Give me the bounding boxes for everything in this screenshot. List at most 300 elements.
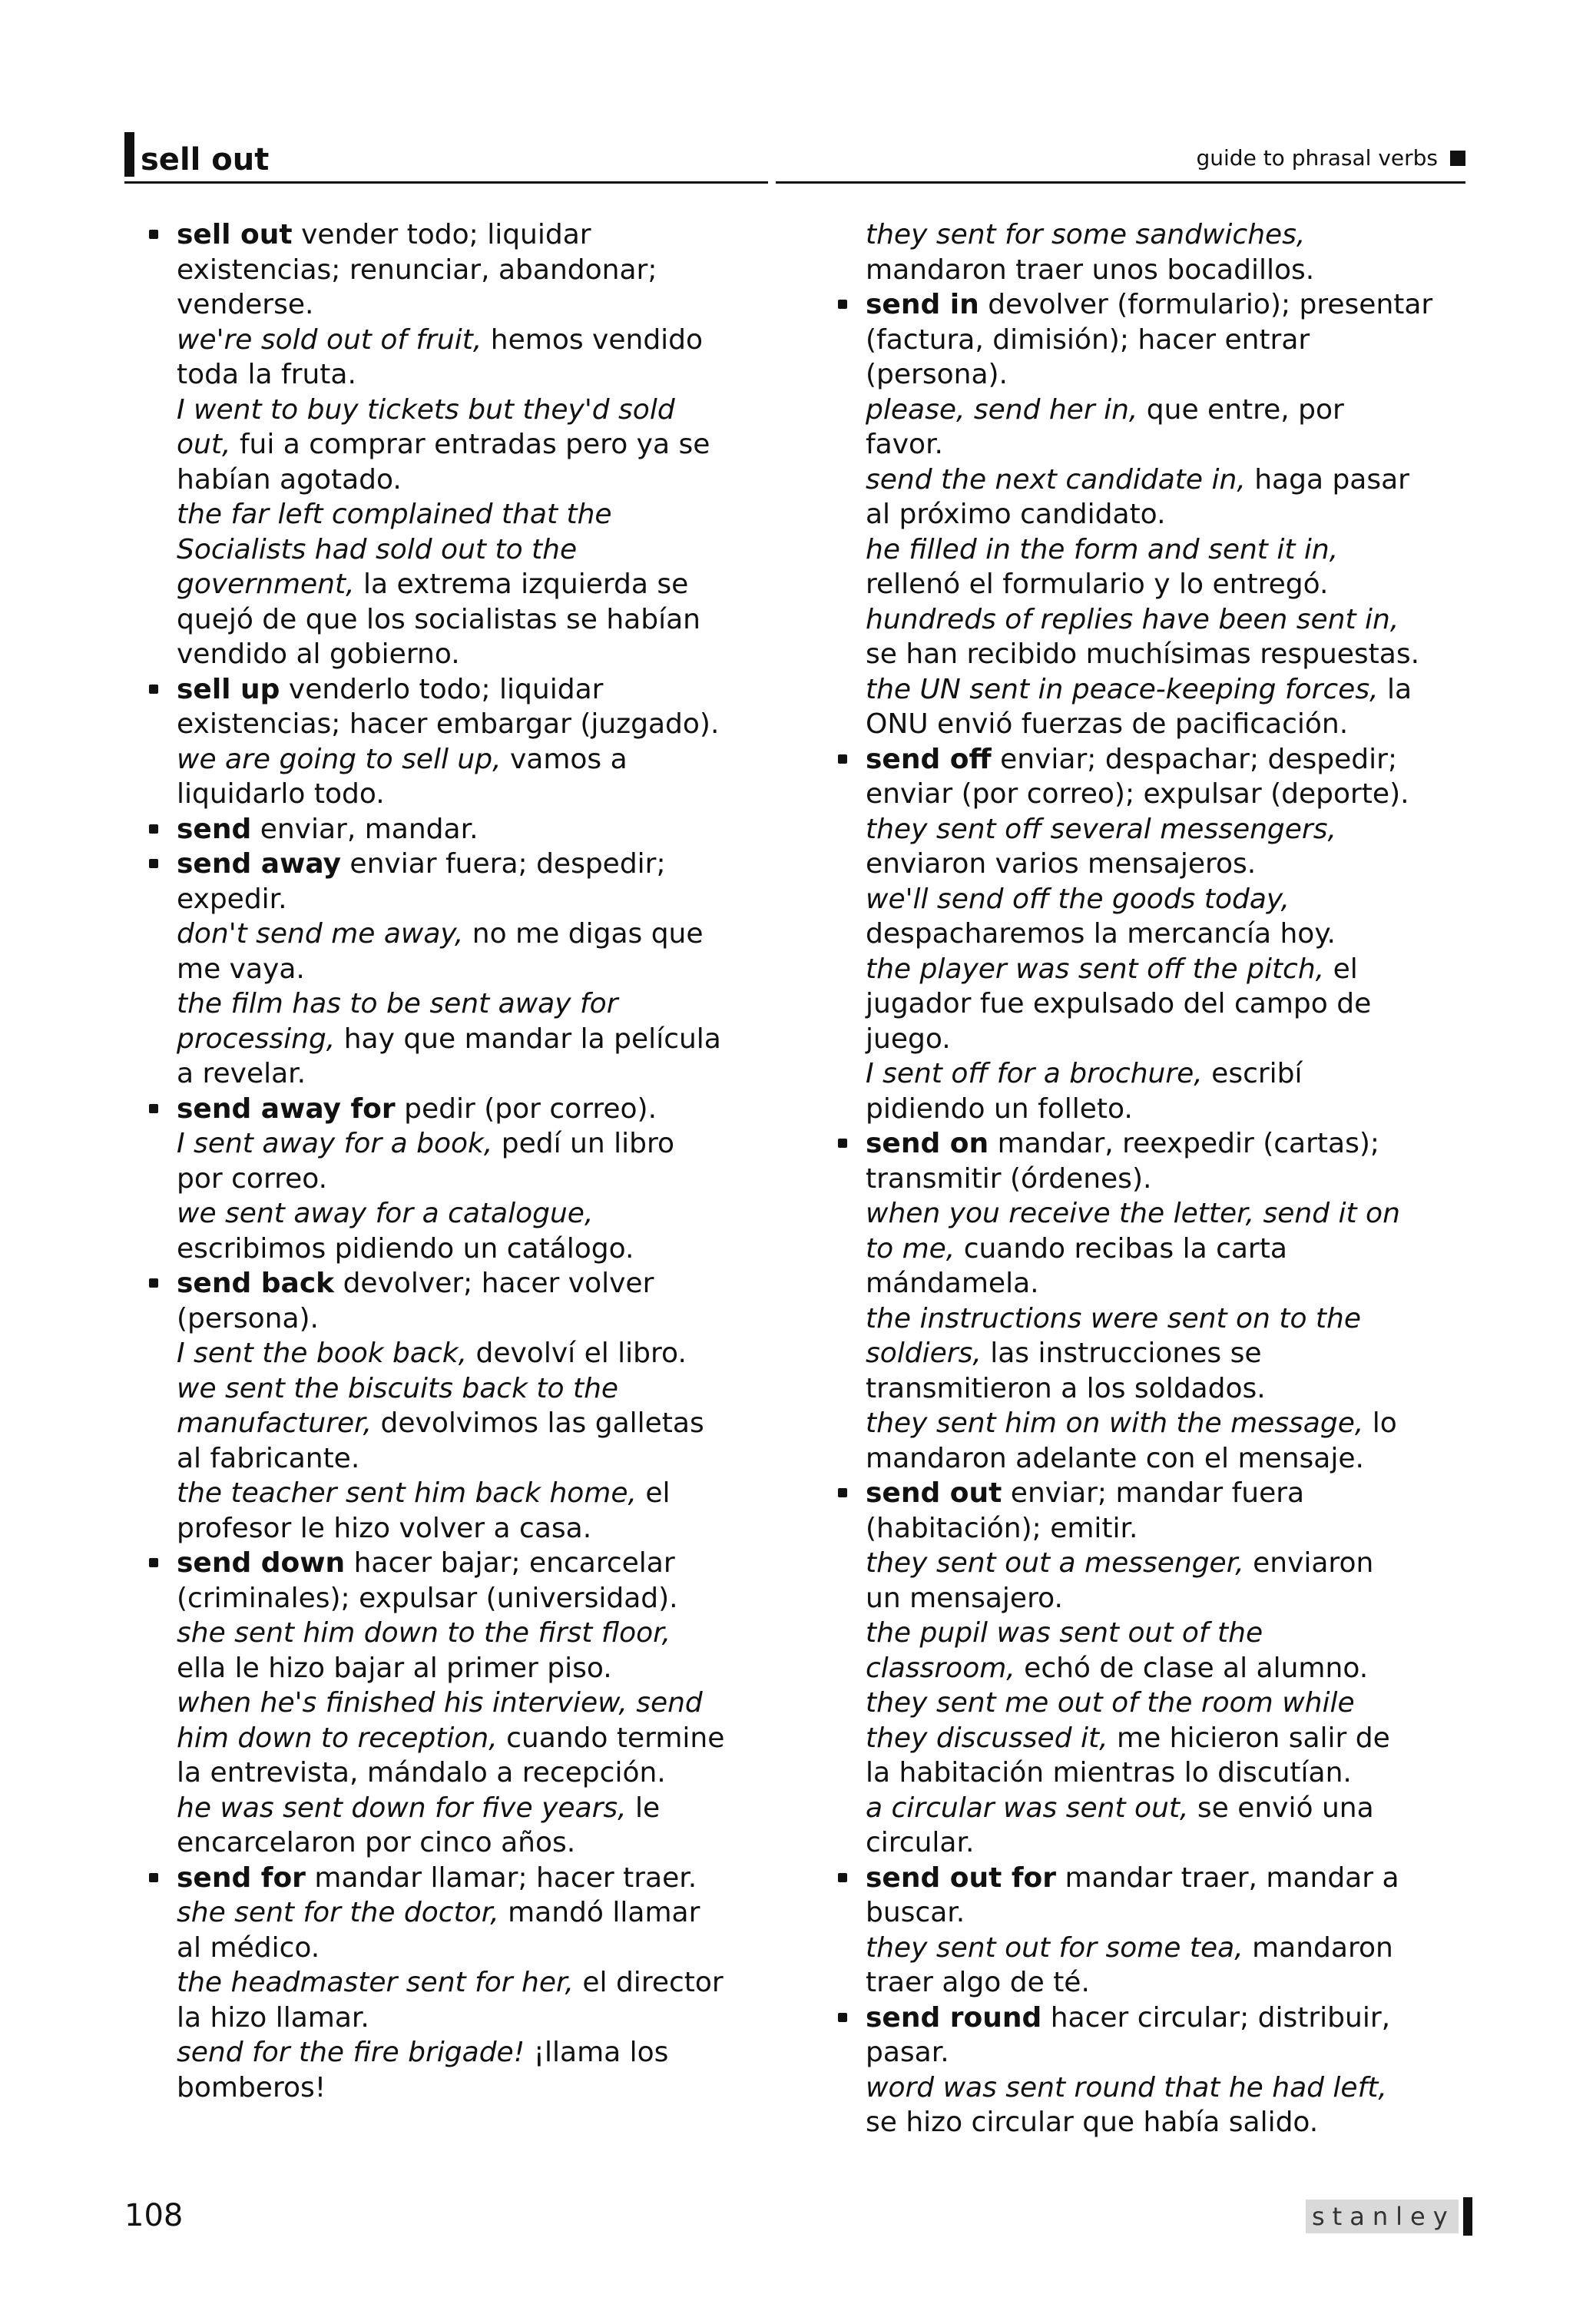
entry-line — [866, 1441, 1480, 1477]
entry-line — [866, 1232, 1480, 1267]
entry-text: despacharemos la mercancía hoy. — [866, 918, 1336, 950]
entry-line — [866, 812, 1480, 847]
example-translation: pedí un libro — [492, 1128, 675, 1159]
entry-text: mándamela. — [866, 1268, 1039, 1299]
entry-bullet — [149, 1873, 158, 1882]
example-translation: fui a comprar entradas pero ya se — [230, 429, 710, 460]
entry-text: a revelar. — [177, 1058, 306, 1089]
entry-line — [866, 1825, 1480, 1861]
example-sentence: they sent out for some tea, — [866, 1931, 1243, 1964]
entry-line — [866, 1755, 1480, 1791]
entry-text: la entrevista, mándalo a recepción. — [177, 1757, 666, 1789]
example-sentence: she sent him down to the first floor, — [177, 1617, 671, 1649]
entry-text: habían agotado. — [177, 463, 402, 496]
entry-headword: send out — [866, 1477, 1002, 1509]
entry-line — [177, 602, 791, 638]
entry-line — [866, 253, 1480, 288]
entry-text: me vaya. — [177, 953, 305, 985]
example-sentence: he was sent down for five years, — [177, 1792, 627, 1824]
entry-line — [177, 427, 791, 462]
entry-text: rellenó el formulario y lo entregó. — [866, 569, 1329, 600]
example-translation: el director — [573, 1967, 724, 1998]
entry-line — [177, 462, 791, 498]
entry-text: transmitir (órdenes). — [866, 1162, 1152, 1195]
entry-line — [177, 1546, 791, 1581]
example-sentence: government, — [177, 569, 355, 600]
entry-line — [866, 847, 1480, 882]
entry-headword: send off — [866, 743, 992, 775]
entry-line — [177, 1861, 791, 1896]
entry-headword: send in — [866, 289, 979, 320]
example-translation: le — [626, 1792, 661, 1824]
entry-line — [866, 917, 1480, 952]
example-sentence: the pupil was sent out of the — [866, 1617, 1263, 1649]
entry-line — [177, 1196, 791, 1232]
entry-bullet — [838, 2013, 847, 2022]
entry-definition: enviar; despachar; despedir; — [991, 743, 1398, 775]
running-head-left — [124, 131, 269, 177]
entry-text: por correo. — [177, 1162, 328, 1195]
header-rule-left — [124, 181, 768, 184]
entry-line — [177, 1581, 791, 1616]
example-sentence: I went to buy tickets but they'd sold — [177, 393, 675, 426]
entry-text: se han recibido muchísimas respuestas. — [866, 638, 1420, 670]
entry-bullet — [149, 824, 158, 834]
entry-line — [866, 287, 1480, 323]
entry-text: al médico. — [177, 1931, 320, 1964]
example-translation: ¡llama los — [525, 2037, 669, 2068]
entry-line — [866, 1022, 1480, 1057]
entry-line — [177, 777, 791, 812]
entry-text: (persona). — [866, 359, 1008, 390]
example-sentence: they sent for some sandwiches, — [866, 219, 1306, 250]
dictionary-entry — [177, 847, 791, 1092]
entry-text: bomberos! — [177, 2071, 326, 2104]
example-sentence: they discussed it, — [866, 1722, 1108, 1754]
entry-line — [177, 1406, 791, 1441]
entry-line — [866, 707, 1480, 742]
entry-line — [177, 1721, 791, 1756]
example-translation: la extrema izquierda se — [354, 569, 689, 600]
publisher-brand — [1306, 2197, 1472, 2236]
entry-line — [177, 1162, 791, 1197]
entry-bullet — [149, 1558, 158, 1567]
entry-text: (factura, dimisión); hacer entrar — [866, 323, 1310, 356]
entry-headword: sell up — [177, 673, 280, 705]
entry-line — [866, 2001, 1480, 2036]
example-translation: haga pasar — [1245, 463, 1409, 496]
entry-line — [866, 1721, 1480, 1756]
example-sentence: we'll send off the goods today, — [866, 883, 1290, 915]
entry-line — [866, 1196, 1480, 1232]
entry-line — [177, 672, 791, 708]
entry-line — [177, 1232, 791, 1267]
entry-line — [866, 952, 1480, 987]
entry-line — [866, 1336, 1480, 1371]
entry-bullet — [149, 1104, 158, 1113]
entry-text: pidiendo un folleto. — [866, 1092, 1133, 1125]
running-head-section: guide to phrasal verbs — [1196, 145, 1438, 171]
example-sentence: they sent out a messenger, — [866, 1547, 1244, 1579]
example-sentence: hundreds of replies have been sent in, — [866, 603, 1399, 635]
page-number: 108 — [124, 2198, 184, 2233]
entry-line — [177, 1336, 791, 1371]
entry-bullet — [838, 1488, 847, 1497]
example-translation: vamos a — [501, 743, 628, 775]
entry-line — [177, 497, 791, 532]
entry-line — [866, 1371, 1480, 1407]
entry-line — [866, 393, 1480, 428]
example-translation: no me digas que — [463, 918, 704, 950]
example-translation: escribí — [1202, 1058, 1303, 1089]
entry-text: ella le hizo bajar al primer piso. — [177, 1652, 612, 1684]
dictionary-entry — [866, 287, 1480, 742]
entry-line — [177, 1895, 791, 1931]
dictionary-entry — [866, 1861, 1480, 2001]
entry-text: enviar (por correo); expulsar (deporte). — [866, 778, 1409, 810]
brand-bar-mark — [1463, 2197, 1472, 2236]
entry-definition: hacer bajar; encarcelar — [345, 1547, 675, 1579]
entry-line — [866, 1651, 1480, 1686]
entry-text: la habitación mientras lo discutían. — [866, 1757, 1352, 1789]
example-sentence: Socialists had sold out to the — [177, 533, 578, 565]
header-rule-right — [776, 181, 1465, 184]
entry-text: favor. — [866, 429, 944, 460]
entry-line — [866, 1476, 1480, 1511]
example-sentence: we sent the biscuits back to the — [177, 1372, 619, 1404]
entry-bullet — [838, 1139, 847, 1148]
dictionary-entry — [866, 742, 1480, 1127]
dictionary-entry — [177, 1092, 791, 1267]
entry-text: toda la fruta. — [177, 359, 356, 390]
example-sentence: don't send me away, — [177, 918, 464, 950]
entry-line — [866, 1266, 1480, 1301]
entry-text: quejó de que los socialistas se habían — [177, 603, 700, 635]
dictionary-entry — [866, 2001, 1480, 2140]
entry-text: mandaron traer unos bocadillos. — [866, 254, 1315, 286]
entry-line — [177, 1931, 791, 1966]
example-sentence: the teacher sent him back home, — [177, 1477, 637, 1509]
example-sentence: please, send her in, — [866, 393, 1138, 426]
entry-line — [866, 217, 1480, 253]
entry-line — [177, 1371, 791, 1407]
entry-line — [866, 1092, 1480, 1127]
dictionary-entry — [177, 1861, 791, 2106]
entry-text: (persona). — [177, 1302, 319, 1334]
entry-text: un mensajero. — [866, 1582, 1063, 1614]
entry-line — [866, 602, 1480, 638]
entry-definition: enviar; mandar fuera — [1002, 1477, 1305, 1509]
entry-definition: venderlo todo; liquidar — [280, 673, 604, 705]
entry-text: jugador fue expulsado del campo de — [866, 988, 1372, 1019]
example-sentence: processing, — [177, 1023, 336, 1055]
dictionary-entry — [177, 1266, 791, 1546]
running-head-right — [1197, 144, 1466, 172]
entry-text: liquidarlo todo. — [177, 778, 385, 810]
example-translation: echó de clase al alumno. — [1015, 1652, 1369, 1684]
entry-line — [177, 952, 791, 987]
example-sentence: they sent me out of the room while — [866, 1687, 1355, 1719]
entry-line — [866, 1546, 1480, 1581]
entry-text: enviaron varios mensajeros. — [866, 848, 1257, 880]
example-sentence: when he's finished his interview, send — [177, 1687, 703, 1719]
dictionary-entry — [866, 1126, 1480, 1476]
entry-text: escribimos pidiendo un catálogo. — [177, 1232, 634, 1265]
entry-line — [177, 812, 791, 847]
dictionary-entry — [177, 672, 791, 812]
example-translation: las instrucciones se — [981, 1338, 1262, 1369]
entry-line — [866, 1301, 1480, 1337]
example-translation: me hicieron salir de — [1108, 1722, 1390, 1754]
entry-line — [177, 1022, 791, 1057]
entry-text: encarcelaron por cinco años. — [177, 1827, 576, 1858]
entry-line — [177, 323, 791, 358]
left-column — [177, 217, 791, 2105]
example-translation: devolvimos las galletas — [372, 1407, 704, 1439]
entry-definition: vender todo; liquidar — [292, 219, 591, 250]
entry-line — [177, 1126, 791, 1162]
example-sentence: to me, — [866, 1232, 955, 1265]
entry-headword: send back — [177, 1268, 335, 1299]
entry-line — [177, 532, 791, 568]
entry-line — [177, 847, 791, 882]
entry-line — [177, 2035, 791, 2070]
entry-text: existencias; hacer embargar (juzgado). — [177, 708, 720, 740]
entry-line — [866, 1511, 1480, 1547]
header-square-mark — [1450, 151, 1465, 166]
entry-line — [177, 1511, 791, 1547]
entry-definition: enviar, mandar. — [251, 813, 479, 845]
entry-line — [866, 882, 1480, 917]
example-sentence: when you receive the letter, send it on — [866, 1198, 1400, 1229]
entry-line — [866, 427, 1480, 462]
example-translation: el — [636, 1477, 671, 1509]
example-translation: lo — [1363, 1407, 1397, 1439]
example-sentence: word was sent round that he had left, — [866, 2071, 1387, 2104]
entry-text: al próximo candidato. — [866, 499, 1166, 530]
entry-headword: send for — [177, 1862, 306, 1894]
entry-text: existencias; renunciar, abandonar; — [177, 254, 657, 286]
example-sentence: the instructions were sent on to the — [866, 1302, 1361, 1334]
entry-definition: devolver; hacer volver — [334, 1268, 654, 1299]
entry-line — [177, 2070, 791, 2106]
example-translation: enviaron — [1243, 1547, 1374, 1579]
example-translation: que entre, por — [1138, 393, 1344, 426]
entry-line — [866, 1406, 1480, 1441]
entry-text: (habitación); emitir. — [866, 1512, 1138, 1544]
example-sentence: the headmaster sent for her, — [177, 1967, 574, 1998]
entry-text: al fabricante. — [177, 1442, 360, 1474]
entry-line — [866, 1861, 1480, 1896]
entry-line — [866, 1931, 1480, 1966]
example-translation: se envió una — [1188, 1792, 1374, 1824]
example-translation: cuando recibas la carta — [955, 1232, 1287, 1265]
entry-line — [866, 1616, 1480, 1651]
entry-line — [177, 1755, 791, 1791]
entry-text: pasar. — [866, 2037, 949, 2068]
entry-line — [177, 357, 791, 393]
entry-line — [177, 393, 791, 428]
entry-line — [177, 1476, 791, 1511]
entry-text: juego. — [866, 1023, 951, 1055]
entry-headword: send away — [177, 848, 341, 880]
entry-text: circular. — [866, 1827, 975, 1858]
entry-headword: send round — [866, 2001, 1042, 2034]
header-bar-mark — [124, 132, 134, 177]
example-sentence: soldiers, — [866, 1338, 982, 1369]
entry-text: traer algo de té. — [866, 1967, 1090, 1998]
entry-line — [866, 986, 1480, 1022]
entry-text: transmitieron a los soldados. — [866, 1372, 1266, 1404]
entry-line — [177, 742, 791, 777]
example-sentence: I sent away for a book, — [177, 1128, 493, 1159]
entry-line — [177, 707, 791, 742]
entry-line — [177, 1092, 791, 1127]
example-sentence: she sent for the doctor, — [177, 1897, 499, 1928]
entry-line — [177, 1791, 791, 1826]
entry-line — [177, 986, 791, 1022]
example-sentence: him down to reception, — [177, 1722, 498, 1754]
entry-line — [866, 1581, 1480, 1616]
entry-line — [866, 777, 1480, 812]
right-column — [866, 217, 1480, 2140]
entry-definition: mandar traer, mandar a — [1056, 1862, 1399, 1894]
example-translation: el — [1324, 953, 1358, 985]
example-sentence: I sent the book back, — [177, 1338, 468, 1369]
entry-line — [866, 1162, 1480, 1197]
example-translation: hemos vendido — [482, 323, 704, 356]
example-sentence: send the next candidate in, — [866, 463, 1246, 496]
entry-bullet — [838, 300, 847, 309]
example-sentence: classroom, — [866, 1652, 1015, 1684]
entry-line — [177, 882, 791, 917]
entry-definition: mandar, reexpedir (cartas); — [989, 1128, 1380, 1159]
entry-line — [866, 742, 1480, 777]
entry-line — [866, 1965, 1480, 2001]
entry-line — [177, 217, 791, 253]
entry-line — [866, 2070, 1480, 2106]
entry-line — [177, 1301, 791, 1337]
entry-line — [866, 462, 1480, 498]
entry-line — [177, 253, 791, 288]
entry-text: mandaron adelante con el mensaje. — [866, 1442, 1364, 1474]
example-sentence: I sent off for a brochure, — [866, 1058, 1203, 1089]
entry-line — [177, 917, 791, 952]
entry-text: se hizo circular que había salido. — [866, 2107, 1319, 2138]
entry-bullet — [838, 754, 847, 764]
example-sentence: the player was sent off the pitch, — [866, 953, 1325, 985]
entry-line — [866, 672, 1480, 708]
example-sentence: we're sold out of fruit, — [177, 323, 482, 356]
example-sentence: they sent him on with the message, — [866, 1407, 1364, 1439]
entry-bullet — [149, 685, 158, 694]
example-sentence: a circular was sent out, — [866, 1792, 1189, 1824]
entry-bullet — [149, 1278, 158, 1288]
example-translation: hay que mandar la película — [335, 1023, 721, 1055]
entry-definition: pedir (por correo). — [395, 1092, 657, 1125]
example-sentence: the far left complained that the — [177, 499, 612, 530]
example-sentence: the film has to be sent away for — [177, 988, 618, 1019]
entry-bullet — [149, 230, 158, 239]
entry-line — [177, 287, 791, 323]
example-translation: mandó llamar — [498, 1897, 700, 1928]
entry-line — [177, 1441, 791, 1477]
example-sentence: we sent away for a catalogue, — [177, 1198, 594, 1229]
example-sentence: manufacturer, — [177, 1407, 373, 1439]
example-translation: cuando termine — [497, 1722, 725, 1754]
dictionary-entry — [177, 1546, 791, 1861]
entry-line — [177, 1965, 791, 2001]
entry-headword: send away for — [177, 1092, 396, 1125]
page-header — [124, 131, 1465, 177]
entry-text: expedir. — [177, 883, 287, 915]
entry-text: venderse. — [177, 289, 314, 320]
entry-line — [866, 1791, 1480, 1826]
example-sentence: out, — [177, 429, 231, 460]
entry-line — [866, 1895, 1480, 1931]
entry-line — [866, 497, 1480, 532]
entry-line — [866, 357, 1480, 393]
entry-line — [866, 532, 1480, 568]
entry-line — [866, 2035, 1480, 2070]
entry-line — [177, 637, 791, 672]
entry-bullet — [149, 859, 158, 868]
example-translation: la — [1378, 673, 1412, 705]
entry-text: ONU envió fuerzas de pacificación. — [866, 708, 1349, 740]
example-translation: mandaron — [1243, 1931, 1393, 1964]
entry-definition: devolver (formulario); presentar — [979, 289, 1433, 320]
entry-line — [866, 567, 1480, 602]
entry-line — [866, 1686, 1480, 1721]
dictionary-entry — [177, 812, 791, 847]
publisher-name: stanley — [1306, 2200, 1459, 2233]
entry-headword: send down — [177, 1547, 346, 1579]
entry-headword: send — [177, 813, 252, 845]
entry-text: la hizo llamar. — [177, 2001, 369, 2034]
dictionary-entry — [866, 1476, 1480, 1861]
entry-headword: send out for — [866, 1862, 1057, 1894]
entry-text: profesor le hizo volver a casa. — [177, 1512, 592, 1544]
entry-line — [177, 1616, 791, 1651]
entry-definition: hacer circular; distribuir, — [1041, 2001, 1391, 2034]
entry-line — [866, 323, 1480, 358]
example-sentence: the UN sent in peace-keeping forces, — [866, 673, 1379, 705]
entry-line — [866, 2105, 1480, 2140]
entry-text: vendido al gobierno. — [177, 638, 460, 670]
example-sentence: we are going to sell up, — [177, 743, 502, 775]
example-sentence: send for the fire brigade! — [177, 2037, 525, 2068]
entry-line — [177, 1056, 791, 1092]
dictionary-entry — [866, 217, 1480, 287]
example-sentence: they sent off several messengers, — [866, 813, 1336, 845]
entry-headword: send on — [866, 1128, 989, 1159]
entry-line — [177, 1686, 791, 1721]
entry-line — [177, 1651, 791, 1686]
entry-headword: sell out — [177, 219, 293, 250]
entry-line — [866, 1056, 1480, 1092]
entry-line — [866, 1126, 1480, 1162]
entry-line — [177, 1825, 791, 1861]
dictionary-entry — [177, 217, 791, 672]
entry-text: (criminales); expulsar (universidad). — [177, 1582, 678, 1614]
entry-line — [866, 637, 1480, 672]
entry-definition: mandar llamar; hacer traer. — [305, 1862, 697, 1894]
example-sentence: he filled in the form and sent it in, — [866, 533, 1339, 565]
entry-bullet — [838, 1873, 847, 1882]
entry-line — [177, 2001, 791, 2036]
entry-definition: enviar fuera; despedir; — [340, 848, 666, 880]
running-head-title: sell out — [141, 142, 270, 177]
